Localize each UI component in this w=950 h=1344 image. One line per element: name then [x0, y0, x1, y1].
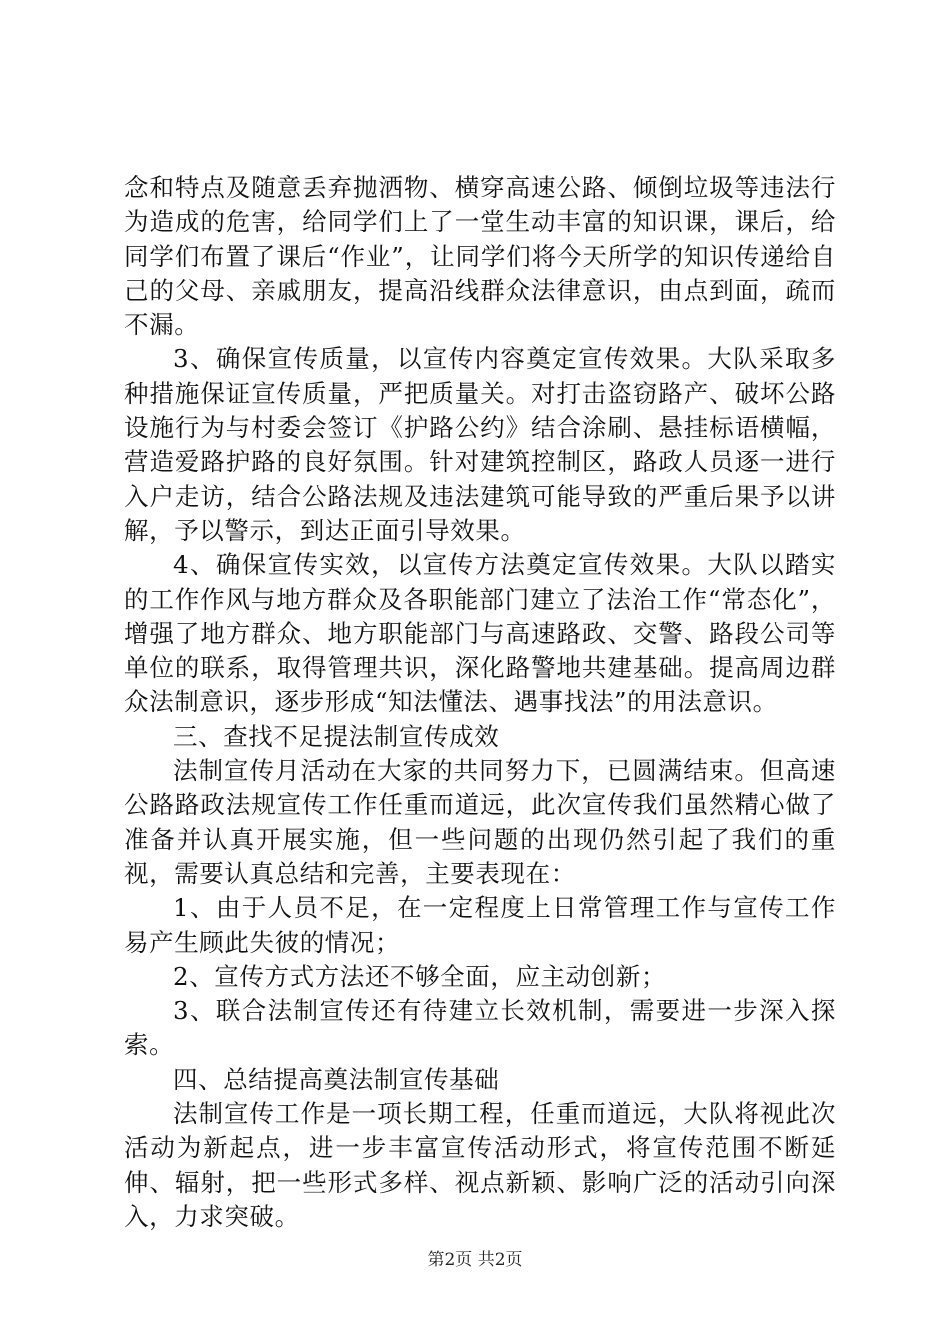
paragraph-point-4-effect: 4、确保宣传实效，以宣传方法奠定宣传效果。大队以踏实的工作作风与地方群众及各职能部门建立了法治工作“常态化”，增强了地方群众、地方职能部门与高速路政、交警、路段公司等单位的联系，取得管理共识，深化路警地共建基础。提高周边群众法制意识，逐步形成“知法懂法、遇事找法”的用法意识。 [124, 550, 836, 717]
list-item-problem-3: 3、联合法制宣传还有待建立长效机制，需要进一步深入探索。 [124, 996, 836, 1060]
page-number-label: 第2页 共2页 [427, 1250, 523, 1270]
list-item-problem-1: 1、由于人员不足，在一定程度上日常管理工作与宣传工作易产生顾此失彼的情况； [124, 893, 836, 957]
section-heading-3: 三、查找不足提法制宣传成效 [173, 721, 500, 751]
paragraph-summary-problems: 法制宣传月活动在大家的共同努力下，已圆满结束。但高速公路路政法规宣传工作任重而道远，此次宣传我们虽然精心做了准备并认真开展实施，但一些问题的出现仍然引起了我们的重视，需要认真总结和完善，主要表现在： [124, 756, 836, 888]
paragraph-conclusion: 法制宣传工作是一项长期工程，任重而道远，大队将视此次活动为新起点，进一步丰富宣传活动形式，将宣传范围不断延伸、辐射，把一些形式多样、视点新颖、影响广泛的活动引向深入，力求突破。 [124, 1099, 836, 1231]
page-footer [0, 1245, 950, 1270]
document-body [124, 171, 836, 1234]
paragraph-continued: 念和特点及随意丢弃抛洒物、横穿高速公路、倾倒垃圾等违法行为造成的危害，给同学们上了一堂生动丰富的知识课，课后，给同学们布置了课后“作业”，让同学们将今天所学的知识传递给自己的父母、亲戚朋友，提高沿线群众法律意识，由点到面，疏而不漏。 [124, 173, 836, 340]
paragraph-point-3-quality: 3、确保宣传质量，以宣传内容奠定宣传效果。大队采取多种措施保证宣传质量，严把质量关。对打击盗窃路产、破坏公路设施行为与村委会签订《护路公约》结合涂刷、悬挂标语横幅，营造爱路护路的良好氛围。针对建筑控制区，路政人员逐一进行入户走访，结合公路法规及违法建筑可能导致的严重后果予以讲解，予以警示，到达正面引导效果。 [124, 344, 836, 545]
list-item-problem-2: 2、宣传方式方法还不够全面，应主动创新； [173, 961, 667, 991]
section-heading-4: 四、总结提高奠法制宣传基础 [173, 1064, 500, 1094]
